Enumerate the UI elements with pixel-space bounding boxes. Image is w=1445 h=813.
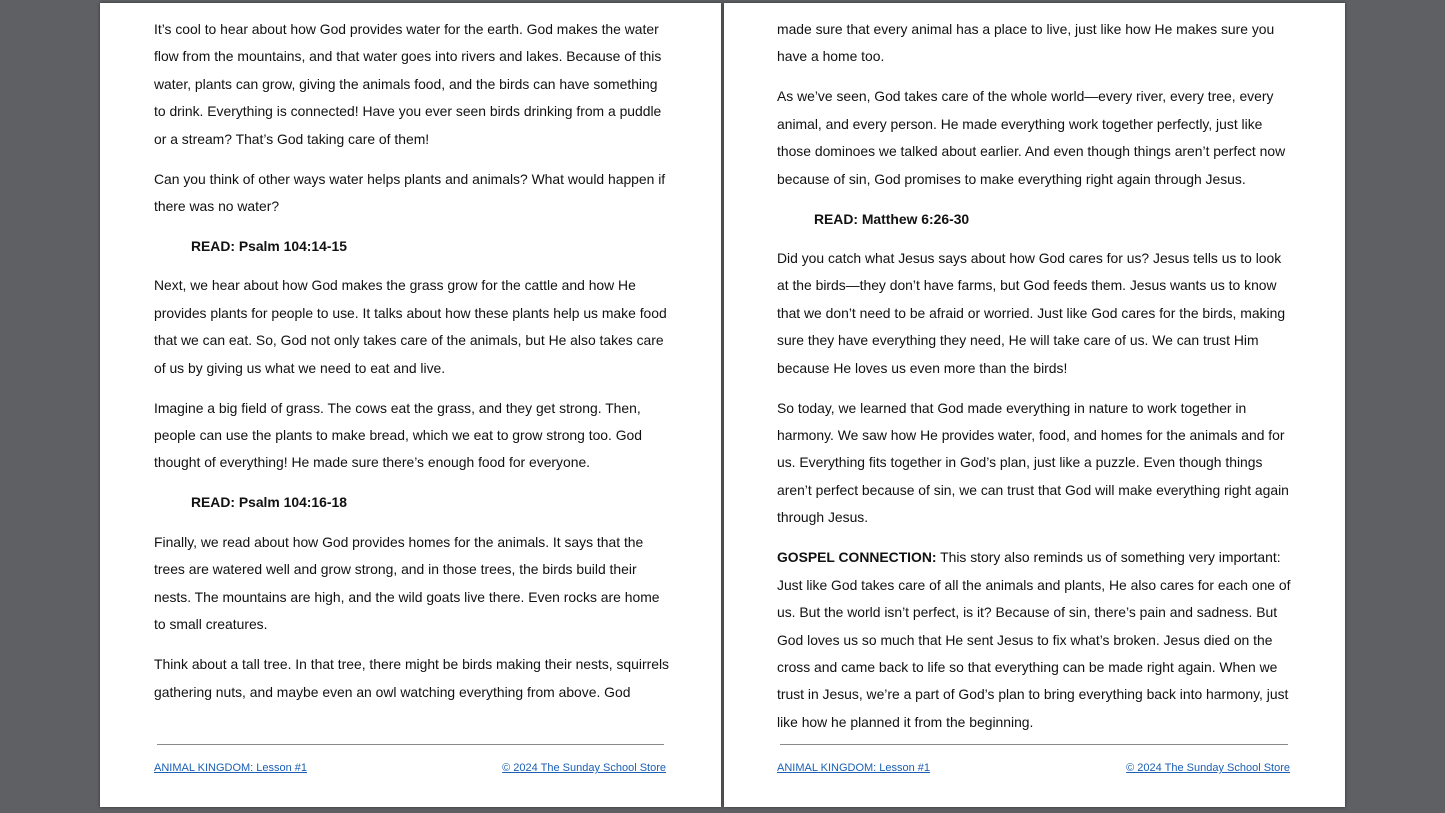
body-paragraph: As we’ve seen, God takes care of the whole world—every river, every tree, every animal, and every person. He made everything work together perfectly, just like those dominoes we talked about earlier. And even though things aren’t perfect now because of sin, God promises to make everything right again through Jesus.: [777, 88, 1286, 187]
page-right-content: [777, 16, 1295, 749]
body-paragraph: made sure that every animal has a place to live, just like how He makes sure you have a home too.: [777, 21, 1275, 65]
footer-lesson-link[interactable]: ANIMAL KINGDOM: Lesson #1: [154, 762, 308, 774]
scripture-reading-heading: READ: Psalm 104:14-15: [191, 238, 347, 255]
body-paragraph: So today, we learned that God made everything in nature to work together in harmony. We saw how He provides water, food, and homes for the animals and for us. Everything fits together in God’s plan, just like a puzzle. Even though things aren’t perfect because of sin, we can trust that God will make everything right again through Jesus.: [777, 399, 1289, 526]
footer-copyright-link[interactable]: © 2024 The Sunday School Store: [1126, 762, 1290, 774]
footer-divider: [780, 744, 1288, 745]
footer-copyright-link[interactable]: © 2024 The Sunday School Store: [502, 762, 666, 774]
body-paragraph: Next, we hear about how God makes the grass grow for the cattle and how He provides plants for people to use. It talks about how these plants help us make food that we can eat. So, God not only takes care of the animals, but He also takes care of us by giving us what we need to eat and live.: [154, 277, 667, 376]
page-left: [100, 3, 721, 807]
body-paragraph: Did you catch what Jesus says about how God cares for us? Jesus tells us to look at the birds—they don’t have farms, but God feeds them. Jesus wants us to know that we don’t need to be afraid or worried. Just like God cares for the birds, making sure they have everything they need, He will take care of us. We can trust Him because He loves us even more than the birds!: [777, 250, 1286, 376]
page-right: [724, 3, 1345, 807]
footer-divider: [157, 744, 664, 745]
body-paragraph: Think about a tall tree. In that tree, there might be birds making their nests, squirrels gathering nuts, and maybe even an owl watching everything from above. God: [154, 656, 669, 700]
gospel-connection-paragraph: [777, 544, 1295, 736]
scripture-reading-heading: READ: Matthew 6:26-30: [814, 210, 970, 227]
body-paragraph: Finally, we read about how God provides homes for the animals. It says that the trees are watered well and grow strong, and in those trees, the birds build their nests. The mountains are high, and the wild goats live there. Even rocks are home to small creatures.: [154, 533, 660, 633]
page-left-content: [154, 16, 670, 719]
body-paragraph: It’s cool to hear about how God provides water for the earth. God makes the water flow from the mountains, and that water goes into rivers and lakes. Because of this water, plants can grow, giving the animals food, and the birds can have something to drink. Everything is connected! Have you ever seen birds drinking from a puddle or a stream? That’s God taking care of them!: [154, 21, 662, 147]
footer-lesson-link[interactable]: ANIMAL KINGDOM: Lesson #1: [777, 762, 931, 774]
scripture-reading-heading: READ: Psalm 104:16-18: [191, 494, 347, 511]
body-paragraph: Can you think of other ways water helps plants and animals? What would happen if there was no water?: [154, 170, 666, 215]
gospel-connection-text: This story also reminds us of something very important: Just like God takes care of all the animals and plants, He also cares for each one of us. But the world isn’t perfect, is it? Because of sin, there’s pain and sadness. But God loves us so much that He sent Jesus to fix what’s broken. Jesus died on the cross and came back to life so that everything can be made right again. When we trust in Jesus, we’re a part of God’s plan to bring everything back into harmony, just like how he planned it from the beginning.: [777, 549, 1291, 730]
body-paragraph: Imagine a big field of grass. The cows eat the grass, and they get strong. Then, people can use the plants to make bread, which we eat to grow strong too. God thought of everything! He made sure there’s enough food for everyone.: [154, 399, 643, 471]
gospel-connection-label: GOSPEL CONNECTION:: [777, 549, 937, 566]
